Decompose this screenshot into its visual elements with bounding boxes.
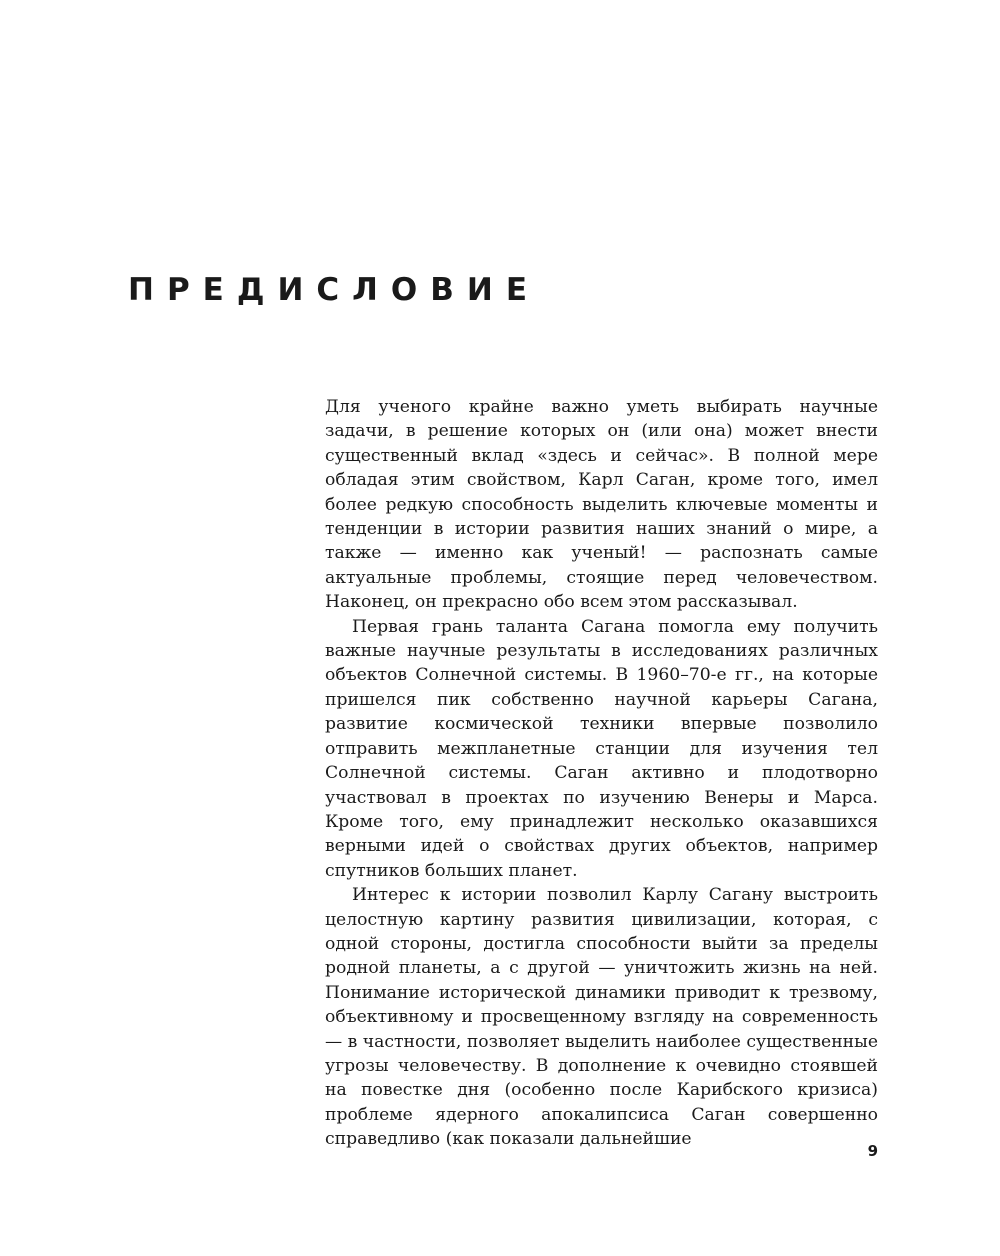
page-number: 9 <box>867 1142 878 1160</box>
paragraph-1: Для ученого крайне важно уметь выбирать научные задачи, в решение которых он (или она) может внести существенный вклад «здесь и сейчас». В полной мере обладая этим свойством, Карл Саган, кроме того, имел более редкую способность выделить ключевые моменты и тенденции в истории развития наших знаний о мире, а также — именно как ученый! — распознать самые актуальные проблемы, стоящие перед человечеством. Наконец, он прекрасно обо всем этом рассказывал. <box>325 397 878 613</box>
paragraph-2: Первая грань таланта Сагана помогла ему получить важные научные результаты в исследованиях различных объектов Солнечной системы. В 1960–70-е гг., на которые пришелся пик собственно научной карьеры Сагана, развитие космической техники впервые позволило отправить межпланетные станции для изучения тел Солнечной системы. Саган активно и плодотворно участвовал в проектах по изучению Венеры и Марса. Кроме того, ему принадлежит несколько оказавшихся верными идей о свойствах других объектов, например спутников больших планет. <box>325 616 878 881</box>
chapter-title: ПРЕДИСЛОВИЕ <box>128 272 540 308</box>
paragraph-3: Интерес к истории позволил Карлу Сагану выстроить целостную картину развития цивилизации, которая, с одной стороны, достигла способности выйти за пределы родной планеты, а с другой — уничтожить жизнь на ней. Понимание исторической динамики приводит к трезвому, объективному и просвещенному взгляду на современность — в частности, позволяет выделить наиболее существенные угрозы человечеству. В дополнение к очевидно стоявшей на повестке дня (особенно после Карибского кризиса) проблеме ядерного апокалипсиса Саган совершенно справедливо (как показали дальнейшие <box>325 885 878 1150</box>
body-text <box>325 395 878 1152</box>
